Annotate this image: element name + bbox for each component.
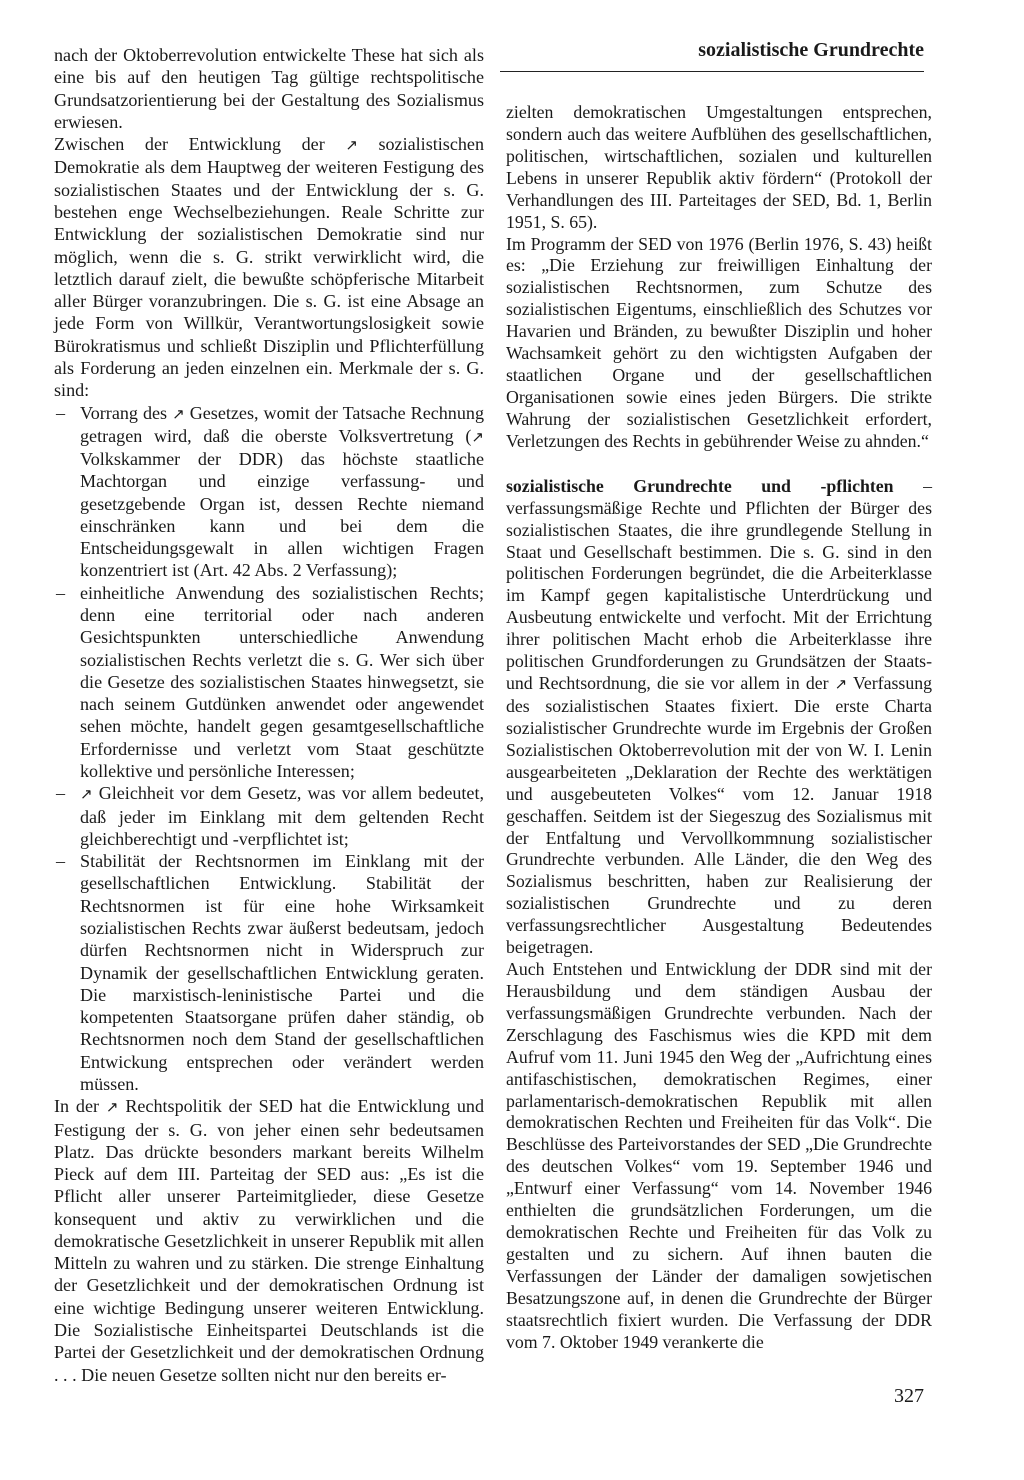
list-item: – ↗ Gleichheit vor dem Gesetz, was vor allem bedeutet, daß jeder im Einklang mit dem geltenden Recht gleichberechtigt und -verpflichtet ist; xyxy=(54,782,484,850)
paragraph: Zwischen der Entwicklung der ↗ sozialistischen Demokratie als dem Hauptweg der weiteren Festigung des sozialistischen Staates und der Entwicklung der s. G. bestehen enge Wechselbeziehungen. Reale Schritte zur Entwicklung der sozialistischen Demokratie sind nur möglich, wenn die s. G. strikt verwirklicht wird, die letztlich darauf zielt, die bewußte schöpferische Mitarbeit aller Bürger voranzubringen. Die s. G. ist eine Absage an jede Form von Willkür, Verantwortungslosigkeit sowie Bürokratismus und schließt Disziplin und Pflichterfüllung als Forderung an jeden einzelnen ein. Merkmale der s. G. sind: xyxy=(54,134,484,401)
paragraph: Im Programm der SED von 1976 (Berlin 1976, S. 43) heißt es: „Die Erziehung zur freiwilligen Einhaltung der sozialistischen Rechtsnormen, zum Schutze des sozialistischen Eigentums, einschließlich des Schutzes vor Havarien und Bränden, zu bewußter Disziplin und hoher Wachsamkeit gehört zu den wichtigsten Aufgaben der staatlichen Organe und der gesellschaftlichen Organisationen sowie eines jeden Bürgers. Die strikte Wahrung der sozialistischen Gesetzlichkeit erfordert, Verletzungen des Rechts in gebührender Weise zu ahnden.“ xyxy=(506,233,932,451)
cross-reference-arrow-icon: ↗ xyxy=(105,1098,119,1117)
list-item: – Stabilität der Rechtsnormen im Einklang mit der gesellschaftlichen Entwicklung. Stabilität der Rechtsnormen ist für eine hohe Wirksamkeit sozialistischen Rechts zwar äußerst bedeutsam, jedoch dürfen Rechtsnormen nicht in Widerspruch zur Dynamik der gesellschaftlichen Entwicklung geraten. Die marxistisch-leninistische Partei und die kompetenten Staatsorgane prüfen daher ständig, ob Rechtsnormen noch dem Stand der gesellschaftlichen Entwickung entsprechen oder verändert werden müssen. xyxy=(54,850,484,1095)
list-item: – Vorrang des ↗ Gesetzes, womit der Tatsache Rechnung getragen wird, daß die oberste Volksvertretung (↗ Volkskammer der DDR) das höchste staatliche Machtorgan und einzige verfassung- und gesetzgebende Organ ist, dessen Rechte niemand einschränken kann und bei dem die Entscheidungsgewalt in allen wichtigen Fragen konzentriert ist (Art. 42 Abs. 2 Verfassung); xyxy=(54,402,484,582)
paragraph: nach der Oktoberrevolution entwickelte These hat sich als eine bis auf den heutigen Tag gültige rechtspolitische Grundsatzorientierung bei der Gestaltung des Sozialismus erwiesen. xyxy=(54,45,484,132)
list-item: – einheitliche Anwendung des sozialistischen Rechts; denn eine territorial oder nach anderen Gesichtspunkten unterschiedliche Anwendung sozialistischen Rechts verletzt die s. G. Wer sich über die Gesetze des sozialistischen Staates hinwegsetzt, sie nach seinem Gutdünken anwendet oder angewendet sehen möchte, handelt gegen gesamtgesellschaftliche Erfordernisse und verletzt vom Staat geschützte kollektive und persönliche Interessen; xyxy=(54,582,484,783)
left-column xyxy=(54,44,484,1386)
dictionary-entry: sozialistische Grundrechte und -pflichten – verfassungsmäßige Rechte und Pflichten der Bürger des sozialistischen Staates, die ihre grundlegende Stellung in Staat und Gesellschaft bestimmen. Die s. G. sind in den politischen Forderungen begründet, die die Arbeiterklasse im Kampf gegen kapitalistische Unterdrückung und Ausbeutung entwickelte und verfocht. Mit der Errichtung ihrer politischen Macht erhob die Arbeiterklasse ihre politischen Grundforderungen zu Grundsätzen der Staats- und Rechtsordnung, die sie vor allem in der ↗ Verfassung des sozialistischen Staates fixiert. Die erste Charta sozialistischer Grundrechte wurde im Ergebnis der Großen Sozialistischen Oktoberrevolution mit der von W. I. Lenin ausgearbeiteten „Deklaration der Rechte des werktätigen und ausgebeuteten Volkes“ vom 12. Januar 1918 geschaffen. Seitdem ist der Siegeszug des Sozialismus mit der Entfaltung und Vervollkommnung sozialistischer Grundrechte verbunden. Alle Länder, die den Weg des Sozialismus beschritten, haben zur Realisierung der sozialistischen Grundrechte und zu deren verfassungsrechtlicher Ausgestaltung Bedeutendes beigetragen. xyxy=(506,475,933,958)
page-number: 327 xyxy=(894,1385,924,1407)
header-rule xyxy=(500,71,924,72)
running-head: sozialistische Grundrechte xyxy=(698,39,924,61)
entry-lemma: sozialistische Grundrechte und -pflichten xyxy=(506,475,894,496)
cross-reference-arrow-icon: ↗ xyxy=(471,427,484,446)
right-column xyxy=(506,102,932,1354)
cross-reference-arrow-icon: ↗ xyxy=(345,136,358,155)
cross-reference-arrow-icon: ↗ xyxy=(80,785,93,804)
cross-reference-arrow-icon: ↗ xyxy=(172,404,185,423)
cross-reference-arrow-icon: ↗ xyxy=(834,675,848,694)
paragraph: In der ↗ Rechtspolitik der SED hat die Entwicklung und Festigung der s. G. von jeher einen sehr bedeutsamen Platz. Das drückte besonders markant bereits Wilhelm Pieck auf dem III. Parteitag der SED aus: „Es ist die Pflicht aller unserer Parteimitglieder, diese Gesetze konsequent und aktiv zu verwirklichen und die demokratische Gesetzlichkeit in unserer Republik mit allen Mitteln zu wahren und zu stärken. Die strenge Einhaltung der Gesetzlichkeit und der demokratischen Ordnung ist eine wichtige Bedingung unserer weiteren Entwicklung. Die Sozialistische Einheitspartei Deutschlands ist die Partei der Gesetzlichkeit und der demokratischen Ordnung . . . Die neuen Gesetze sollten nicht nur den bereits er- xyxy=(54,1096,485,1385)
paragraph: Auch Entstehen und Entwicklung der DDR sind mit der Herausbildung und dem ständigen Ausbau der verfassungsmäßigen Grundrechte verbunden. Nach der Zerschlagung des Faschismus wies die KPD mit dem Aufruf vom 11. Juni 1945 den Weg der „Aufrichtung eines antifaschistischen, demokratischen Regimes, einer parlamentarisch-demokratischen Republik mit allen demokratischen Rechten und Freiheiten für das Volk“. Die Beschlüsse des Parteivorstandes der SED „Die Grundrechte des deutschen Volkes“ vom 19. September 1946 und „Entwurf einer Verfassung“ vom 14. November 1946 enthielten die grundsätzlichen Forderungen, um die demokratischen Rechte und Freiheiten für das Volk zu gestalten und zu sichern. Auf ihnen bauten die Verfassungen der Länder der damaligen sowjetischen Besatzungszone auf, in denen die Grundrechte der Bürger staatsrechtlich fixiert wurden. Die Verfassung der DDR vom 7. Oktober 1949 verankerte die xyxy=(506,959,932,1352)
paragraph: zielten demokratischen Umgestaltungen entsprechen, sondern auch das weitere Aufblühen des gesellschaftlichen, politischen, wirtschaftlichen, sozialen und kulturellen Lebens in unserer Republik aktiv fördern“ (Protokoll der Verhandlungen des III. Parteitages der SED, Bd. 1, Berlin 1951, S. 65). xyxy=(506,102,932,232)
feature-list xyxy=(54,402,484,1096)
